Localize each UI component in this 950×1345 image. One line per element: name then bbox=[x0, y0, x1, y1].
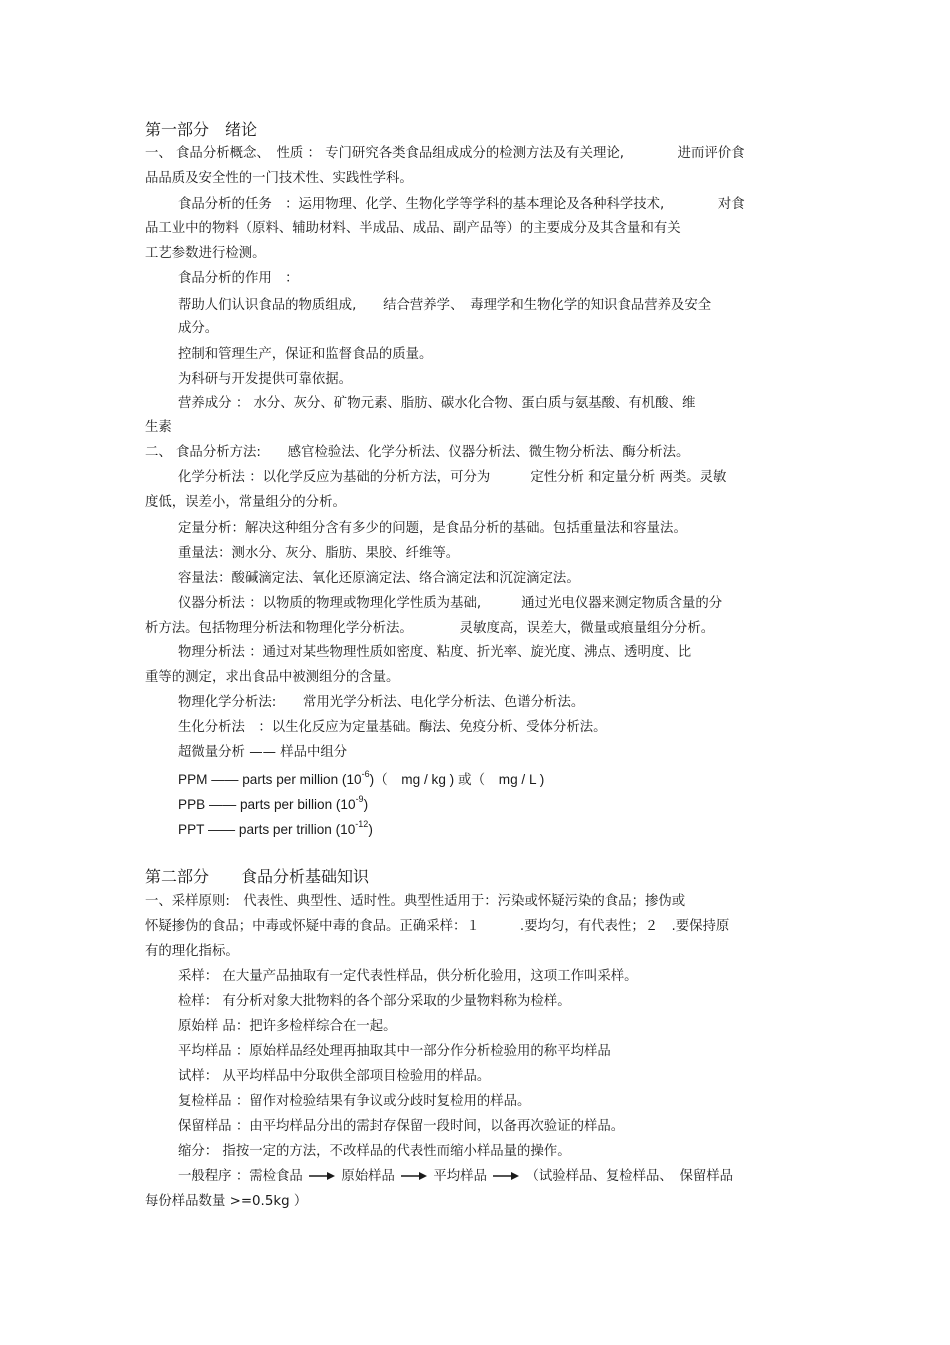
role-heading: 食品分析的作用 ： bbox=[178, 271, 299, 286]
definition-line-1: 一、 食品分析概念、 性质 ： 专门研究各类食品组成成分的检测方法及有关理论, 进而评价食 bbox=[145, 146, 745, 161]
ppb-text: PPB —— parts per billion (10 bbox=[178, 797, 356, 812]
role-item-1a: 帮助人们认识食品的物质组成, 结合营养学、 毒理学和生物化学的知识食品营养及安全 bbox=[178, 298, 712, 313]
part2-heading: 第二部分 食品分析基础知识 bbox=[145, 867, 370, 886]
test-sample-definition: 试样： 从平均样品中分取供全部项目检验用的样品。 bbox=[178, 1069, 491, 1084]
ultramicro-analysis-line: 超微量分析 —— 样品中组分 bbox=[178, 745, 348, 760]
ppt-exponent: -12 bbox=[355, 819, 369, 829]
ppt-text: PPT —— parts per trillion (10 bbox=[178, 822, 356, 837]
nutrition-line-2: 生素 bbox=[145, 420, 172, 435]
ppm-text: PPM —— parts per million (10 bbox=[178, 772, 362, 787]
procedure-line bbox=[178, 1168, 733, 1186]
physical-analysis-line-1: 物理分析法 ：通过对某些物理性质如密度、粘度、折光率、旋光度、沸点、透明度、比 bbox=[178, 645, 692, 660]
procedure-step-3: 平均样品 bbox=[433, 1169, 487, 1184]
task-line-2: 品工业中的物料（原料、辅助材料、半成品、成品、副产品等）的主要成分及其含量和有关 bbox=[145, 221, 681, 236]
biochemical-analysis-line: 生化分析法 ：以生化反应为定量基础。酶法、免疫分析、受体分析法。 bbox=[178, 720, 607, 735]
sampling-principle-line-2: 怀疑掺伪的食品；中毒或怀疑中毒的食品。正确采样：１ .要均匀，有代表性；２ .要保持原 bbox=[145, 919, 730, 934]
instrument-analysis-line-1: 仪器分析法 ：以物质的物理或物理化学性质为基础, 通过光电仪器来测定物质含量的分 bbox=[178, 596, 723, 611]
chemical-analysis-line-2: 度低，误差小，常量组分的分析。 bbox=[145, 495, 346, 510]
volumetric-line: 容量法：酸碱滴定法、氧化还原滴定法、络合滴定法和沉淀滴定法。 bbox=[178, 571, 580, 586]
methods-line: 二、 食品分析方法: 感官检验法、化学分析法、仪器分析法、微生物分析法、酶分析法。 bbox=[145, 445, 690, 460]
role-item-1b: 成分。 bbox=[178, 321, 219, 336]
nutrition-line-1: 营养成分 ： 水分、灰分、矿物元素、脂肪、碳水化合物、蛋白质与氨基酸、有机酸、维 bbox=[178, 396, 696, 411]
sampling-definition: 采样： 在大量产品抽取有一定代表性样品，供分析化验用，这项工作叫采样。 bbox=[178, 969, 638, 984]
quantitative-line: 定量分析：解决这种组分含有多少的问题，是食品分析的基础。包括重量法和容量法。 bbox=[178, 521, 687, 536]
gravimetric-line: 重量法：测水分、灰分、脂肪、果胶、纤维等。 bbox=[178, 546, 460, 561]
definition-line-2: 品品质及安全性的一门技术性、实践性学科。 bbox=[145, 171, 413, 186]
procedure-line-2: 每份样品数量 >=0.5kg ） bbox=[145, 1194, 308, 1209]
procedure-step-1: 一般程序 ：需检食品 bbox=[178, 1169, 303, 1184]
recheck-sample-definition: 复检样品 ：留作对检验结果有争议或分歧时复检用的样品。 bbox=[178, 1094, 531, 1109]
ppt-line bbox=[178, 821, 373, 839]
sampling-principle-line-3: 有的理化指标。 bbox=[145, 944, 239, 959]
ppt-unit: ) bbox=[368, 822, 373, 837]
ppm-line bbox=[178, 771, 544, 789]
retained-sample-definition: 保留样品 ：由平均样品分出的需封存保留一段时间，以备再次验证的样品。 bbox=[178, 1119, 625, 1134]
physical-analysis-line-2: 重等的测定，求出食品中被测组分的含量。 bbox=[145, 670, 400, 685]
ppb-line bbox=[178, 796, 368, 814]
instrument-analysis-line-2: 析方法。包括物理分析法和物理化学分析法。 灵敏度高，误差大，微量或痕量组分分析。 bbox=[145, 621, 715, 636]
role-item-3: 为科研与开发提供可靠依据。 bbox=[178, 372, 353, 387]
ppb-exponent: -9 bbox=[355, 794, 364, 804]
average-sample-definition: 平均样品 ：原始样品经处理再抽取其中一部分作分析检验用的称平均样品 bbox=[178, 1044, 611, 1059]
inspection-sample-definition: 检样： 有分析对象大批物料的各个部分采取的少量物料称为检样。 bbox=[178, 994, 571, 1009]
ppm-unit: )（ mg / kg ) 或（ mg / L ) bbox=[369, 772, 545, 787]
procedure-step-2: 原始样品 bbox=[341, 1169, 395, 1184]
reduction-definition: 缩分： 指按一定的方法，不改样品的代表性而缩小样品量的操作。 bbox=[178, 1144, 571, 1159]
chemical-analysis-line-1: 化学分析法 ：以化学反应为基础的分析方法，可分为 定性分析 和定量分析 两类。灵敏 bbox=[178, 470, 727, 485]
procedure-step-4: （试验样品、复检样品、 保留样品 bbox=[525, 1169, 734, 1184]
ppb-unit: ) bbox=[363, 797, 369, 812]
physchem-analysis-line: 物理化学分析法: 常用光学分析法、电化学分析法、色谱分析法。 bbox=[178, 695, 585, 710]
original-sample-definition: 原始样 品：把许多检样综合在一起。 bbox=[178, 1019, 397, 1034]
right-arrow-icon bbox=[401, 1171, 427, 1181]
part1-heading: 第一部分 绪论 bbox=[145, 120, 258, 139]
role-item-2: 控制和管理生产，保证和监督食品的质量。 bbox=[178, 347, 433, 362]
right-arrow-icon bbox=[493, 1171, 519, 1181]
right-arrow-icon bbox=[309, 1171, 335, 1181]
task-line-1: 食品分析的任务 ：运用物理、化学、生物化学等学科的基本理论及各种科学技术, 对食 bbox=[178, 197, 745, 212]
task-line-3: 工艺参数进行检测。 bbox=[145, 246, 266, 261]
ppm-exponent: -6 bbox=[361, 769, 370, 779]
sampling-principle-line-1: 一、采样原则: 代表性、典型性、适时性。典型性适用于：污染或怀疑污染的食品；掺伪或 bbox=[145, 894, 686, 909]
